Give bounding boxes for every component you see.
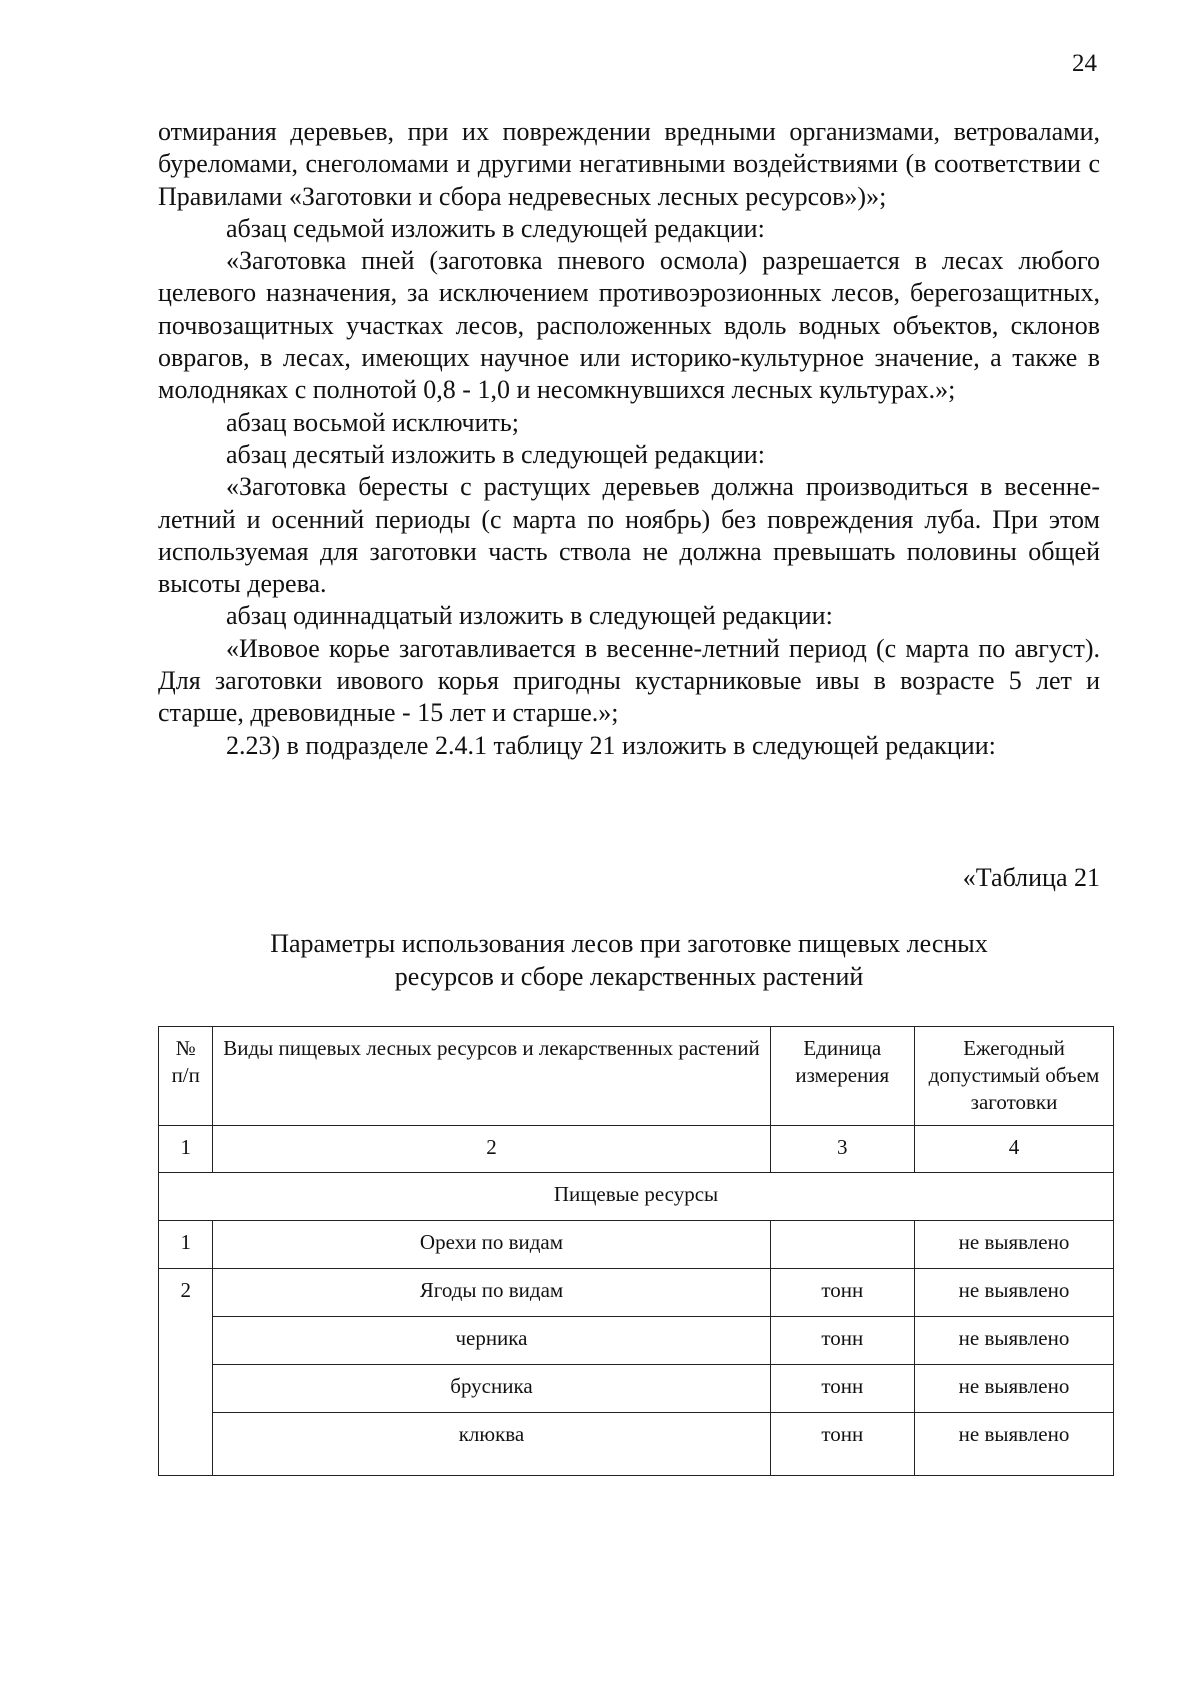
paragraph: отмирания деревьев, при их повреждении вредными организмами, ветровалами, буреломами, снеголомами и другими негативными воздействиями (в соответствии с Правилами «Заготовки и сбора недревесных лесных ресурсов»)»; bbox=[158, 117, 1100, 211]
row-num: 2 bbox=[159, 1269, 213, 1476]
table-row bbox=[159, 1317, 1114, 1365]
column-index-row bbox=[159, 1126, 1114, 1173]
table-label: «Таблица 21 bbox=[962, 863, 1100, 892]
row-volume: не выявлено bbox=[915, 1413, 1114, 1476]
row-kind: Ягоды по видам bbox=[213, 1269, 770, 1317]
header-kind: Виды пищевых лесных ресурсов и лекарственных растений bbox=[213, 1027, 770, 1126]
table-title-line: ресурсов и сборе лекарственных растений bbox=[394, 962, 864, 991]
table-title bbox=[158, 927, 1100, 993]
row-unit: тонн bbox=[770, 1269, 915, 1317]
paragraph: «Ивовое корье заготавливается в весенне-летний период (с марта по август). Для заготовки ивового корья пригодны кустарниковые ивы в возрасте 5 лет и старше, древовидные - 15 лет и старше.»; bbox=[158, 633, 1100, 728]
body-text bbox=[158, 116, 1100, 762]
page-number: 24 bbox=[1072, 50, 1097, 77]
section-row bbox=[159, 1173, 1114, 1221]
row-unit: тонн bbox=[770, 1317, 915, 1365]
paragraph: «Заготовка пней (заготовка пневого осмола) разрешается в лесах любого целевого назначения, за исключением противоэрозионных лесов, берегозащитных, почвозащитных участках лесов, расположенных вдоль водных объектов, склонов оврагов, в лесах, имеющих научное или историко-культурное значение, а также в молодняках с полнотой 0,8 - 1,0 и несомкнувшихся лесных культурах.»; bbox=[158, 246, 1100, 405]
paragraph: абзац седьмой изложить в следующей редакции: bbox=[226, 213, 765, 243]
row-kind: Орехи по видам bbox=[213, 1221, 770, 1269]
column-index: 2 bbox=[213, 1126, 770, 1173]
resources-table bbox=[158, 1026, 1114, 1476]
table-row bbox=[159, 1413, 1114, 1476]
section-food-resources: Пищевые ресурсы bbox=[159, 1173, 1114, 1221]
paragraph: абзац восьмой исключить; bbox=[226, 407, 519, 437]
row-volume: не выявлено bbox=[915, 1269, 1114, 1317]
header-num: № п/п bbox=[159, 1027, 213, 1126]
column-index: 1 bbox=[159, 1126, 213, 1173]
row-unit: тонн bbox=[770, 1365, 915, 1413]
paragraph: абзац десятый изложить в следующей редакции: bbox=[226, 439, 765, 469]
header-unit: Единица измерения bbox=[770, 1027, 915, 1126]
row-volume: не выявлено bbox=[915, 1221, 1114, 1269]
table-row bbox=[159, 1221, 1114, 1269]
table-header-row bbox=[159, 1027, 1114, 1126]
row-unit: тонн bbox=[770, 1413, 915, 1476]
row-unit bbox=[770, 1221, 915, 1269]
table-row bbox=[159, 1365, 1114, 1413]
table-row bbox=[159, 1269, 1114, 1317]
row-volume: не выявлено bbox=[915, 1317, 1114, 1365]
row-kind: брусника bbox=[213, 1365, 770, 1413]
paragraph: «Заготовка бересты с растущих деревьев должна производиться в весенне-летний и осенний периоды (с марта по ноябрь) без повреждения луба. При этом используемая для заготовки часть ствола не должна превышать половины общей высоты дерева. bbox=[158, 472, 1100, 599]
column-index: 4 bbox=[915, 1126, 1114, 1173]
row-volume: не выявлено bbox=[915, 1365, 1114, 1413]
row-kind: клюква bbox=[213, 1413, 770, 1476]
row-num: 1 bbox=[159, 1221, 213, 1269]
row-kind: черника bbox=[213, 1317, 770, 1365]
paragraph: абзац одиннадцатый изложить в следующей редакции: bbox=[226, 601, 833, 631]
column-index: 3 bbox=[770, 1126, 915, 1173]
paragraph: 2.23) в подразделе 2.4.1 таблицу 21 изложить в следующей редакции: bbox=[226, 730, 996, 760]
header-volume: Ежегодный допустимый объем заготовки bbox=[915, 1027, 1114, 1126]
table-title-line: Параметры использования лесов при заготовке пищевых лесных bbox=[270, 929, 988, 958]
